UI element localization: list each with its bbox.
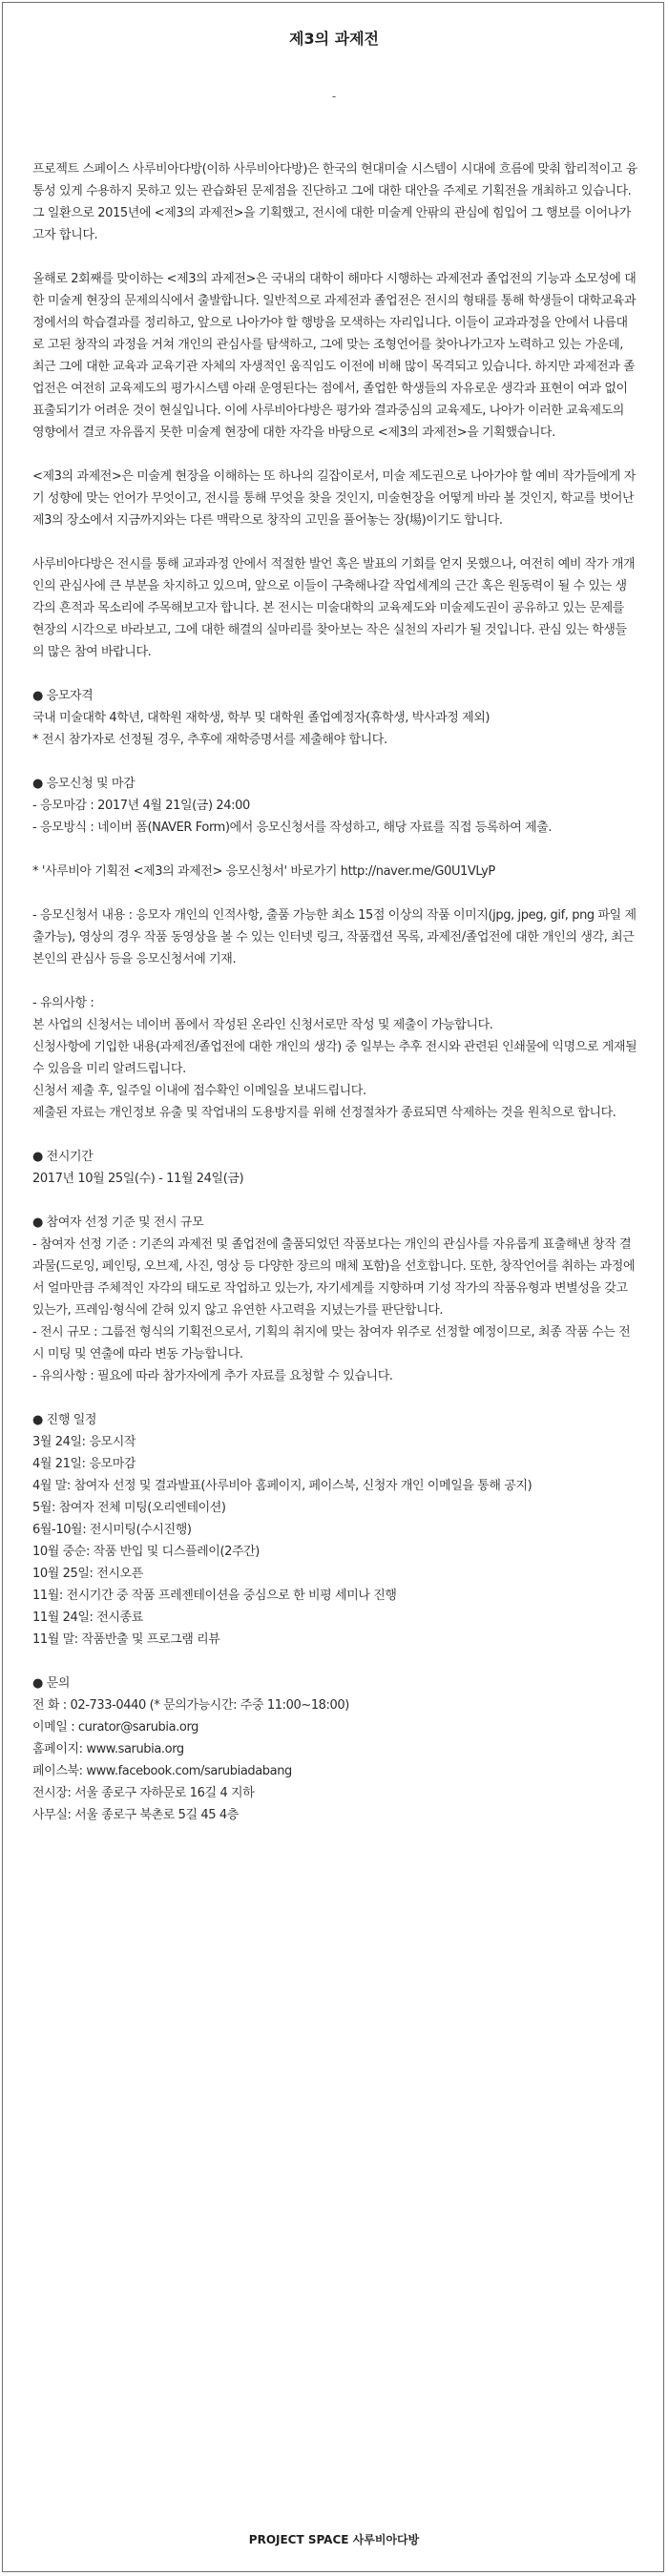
section-contact bbox=[32, 1672, 637, 1826]
section-eligibility bbox=[32, 685, 637, 751]
title-dash: - bbox=[331, 90, 337, 103]
application-form-link[interactable]: * '사루비아 기획전 <제3의 과제전> 응모신청서' 바로가기 http://naver.me/G0U1VLyP bbox=[32, 864, 495, 879]
section-line: - 유의사항 : bbox=[32, 996, 94, 1010]
schedule-item: 6월-10월: 전시미팅(수시진행) bbox=[32, 1523, 192, 1537]
section-schedule bbox=[32, 1409, 637, 1651]
section-line: - 응모방식 : 네이버 폼(NAVER Form)에서 응모신청서를 작성하고, 해당 자료를 직접 등록하여 제출. bbox=[32, 821, 553, 835]
section-selection-criteria bbox=[32, 1212, 637, 1387]
contact-phone: 전 화 : 02-733-0440 (* 문의가능시간: 주중 11:00~18:00) bbox=[32, 1698, 349, 1713]
intro-paragraph: 사루비아다방은 전시를 통해 교과과정 안에서 적절한 발언 혹은 발표의 기회를 얻지 못했으나, 여전히 예비 작가 개개인의 관심사에 큰 부분을 차지하고 있으며, 앞으로 이들이 구축해나갈 작업세계의 근간 혹은 원동력이 될 수 있는 생각의 흔적과 목소리에 주목해보고자 합니다. 본 전시는 미술대학의 교육제도와 미술제도권이 공유하고 있는 문제를 현장의 시각으로 바라보고, 그에 대한 해결의 실마리를 찾아보는 작은 실천의 자리가 될 것입니다. 관심 있는 학생들의 많은 참여 바랍니다. bbox=[32, 557, 636, 659]
section-heading: ● 참여자 선정 기준 및 전시 규모 bbox=[32, 1215, 204, 1230]
section-heading: ● 진행 일정 bbox=[32, 1413, 97, 1427]
section-line: - 참여자 선정 기준 : 기존의 과제전 및 졸업전에 출품되었던 작품보다는 개인의 관심사를 자유롭게 표출해낸 창작 결과물(드로잉, 페인팅, 오브제, 사진, 영상 등 다양한 장르의 매체 포함)을 선호합니다. 또한, 창작언어를 취하는 과정에서 얼마만큼 주체적인 자각의 태도로 작업하고 있는가, 자기세계를 지향하며 기성 작가의 작품유형과 변별성을 갖고 있는가, 프레임·형식에 갇혀 있지 않고 유연한 사고력을 지녔는가를 판단합니다. bbox=[32, 1237, 636, 1318]
section-line: 신청서 제출 후, 일주일 이내에 접수확인 이메일을 보내드립니다. bbox=[32, 1084, 366, 1098]
schedule-item: 10월 중순: 작품 반입 및 디스플레이(2주간) bbox=[32, 1545, 260, 1559]
document-body bbox=[32, 158, 637, 1826]
section-line: - 전시 규모 : 그룹전 형식의 기획전으로서, 기획의 취지에 맞는 참여자 위주로 선정할 예정이므로, 최종 작품 수는 전시 미팅 및 연출에 따라 변동 가능합니다. bbox=[32, 1325, 631, 1361]
intro-paragraph: 올해로 2회째를 맞이하는 <제3의 과제전>은 국내의 대학이 해마다 시행하는 과제전과 졸업전의 기능과 소모성에 대한 미술계 현장의 문제의식에서 출발합니다. 일반적으로 과제전과 졸업전은 전시의 형태를 통해 학생들이 대학교육과정에서의 학습결과를 정리하고, 앞으로 나아가야 할 행방을 모색하는 자리입니다. 이들이 교과과정을 안에서 나름대로 고된 창작의 과정을 거쳐 개인의 관심사를 탐색하고, 그에 맞는 조형언어를 찾아나가고자 노력하고 있는 가운데, 최근 그에 대한 교육과 교육기관 자체의 자생적인 움직임도 이전에 비해 많이 목격되고 있습니다. 하지만 과제전과 졸업전은 여전히 교육제도의 평가시스템 아래 운영된다는 점에서, 졸업한 학생들의 자유로운 생각과 표현이 여과 없이 표출되기가 어려운 것이 현실입니다. 이에 사루비아다방은 평가와 결과중심의 교육제도, 나아가 이러한 교육제도의 영향에서 결코 자유롭지 못한 미술계 현장에 대한 자각을 바탕으로 <제3의 과제전>을 기획했습니다. bbox=[32, 272, 637, 440]
section-heading: ● 응모자격 bbox=[32, 689, 94, 703]
contact-exhibition-address: 전시장: 서울 종로구 자하문로 16길 4 지하 bbox=[32, 1786, 255, 1800]
contact-office-address: 사무실: 서울 종로구 북촌로 5길 45 4층 bbox=[32, 1808, 239, 1822]
intro-paragraph: 프로젝트 스페이스 사루비아다방(이하 사루비아다방)은 한국의 현대미술 시스템이 시대에 흐름에 맞춰 합리적이고 융통성 있게 수용하지 못하고 있는 관습화된 문제점을 진단하고 그에 대한 대안을 주제로 기획전을 개최하고 있습니다. 그 일환으로 2015년에 <제3의 과제전>을 기획했고, 전시에 대한 미술계 안팎의 관심에 힘입어 그 행보를 이어나가고자 합니다. bbox=[32, 162, 637, 242]
section-line: - 유의사항 : 필요에 따라 참가자에게 추가 자료를 요청할 수 있습니다. bbox=[32, 1369, 393, 1383]
section-line: 2017년 10월 25일(수) - 11월 24일(금) bbox=[32, 1172, 244, 1186]
section-heading: ● 전시기간 bbox=[32, 1150, 94, 1164]
footer-brand: PROJECT SPACE 사루비아다방 bbox=[248, 2533, 420, 2546]
section-line: 제출된 자료는 개인정보 유출 및 작업내의 도용방지를 위해 선정절차가 종료되면 삭제하는 것을 원칙으로 합니다. bbox=[32, 1106, 616, 1120]
section-line: 신청사항에 기입한 내용(과제전/졸업전에 대한 개인의 생각) 중 일부는 추후 전시와 관련된 인쇄물에 익명으로 게재될 수 있음을 미리 알려드립니다. bbox=[32, 1040, 637, 1076]
section-line: 국내 미술대학 4학년, 대학원 재학생, 학부 및 대학원 졸업예정자(휴학생, 박사과정 제외) bbox=[32, 711, 491, 725]
intro-paragraph: <제3의 과제전>은 미술계 현장을 이해하는 또 하나의 길잡이로서, 미술 제도권으로 나아가야 할 예비 작가들에게 자기 성향에 맞는 언어가 무엇이고, 전시를 통해 무엇을 찾을 것인지, 미술현장을 어떻게 바라 볼 것인지, 학교를 벗어난 제3의 장소에서 지금까지와는 다른 맥락으로 창작의 고민을 풀어놓는 장(場)이기도 합니다. bbox=[32, 469, 636, 528]
section-line: 본 사업의 신청서는 네이버 폼에서 작성된 온라인 신청서로만 작성 및 제출이 가능합니다. bbox=[32, 1018, 493, 1032]
section-application bbox=[32, 773, 637, 1124]
schedule-item: 4월 말: 참여자 선정 및 결과발표(사루비아 홈페이지, 페이스북, 신청자 개인 이메일을 통해 공지) bbox=[32, 1479, 532, 1493]
section-heading: ● 응모신청 및 마감 bbox=[32, 777, 136, 791]
section-line: * 전시 참가자로 선정될 경우, 추후에 재학증명서를 제출해야 합니다. bbox=[32, 733, 387, 747]
contact-email[interactable]: 이메일 : curator@sarubia.org bbox=[32, 1720, 199, 1735]
section-heading: ● 문의 bbox=[32, 1676, 70, 1691]
schedule-item: 10월 25일: 전시오픈 bbox=[32, 1567, 143, 1581]
schedule-item: 11월 24일: 전시종료 bbox=[32, 1610, 143, 1625]
contact-homepage[interactable]: 홈페이지: www.sarubia.org bbox=[32, 1742, 184, 1756]
contact-facebook[interactable]: 페이스북: www.facebook.com/sarubiadabang bbox=[32, 1764, 292, 1778]
schedule-item: 4월 21일: 응모마감 bbox=[32, 1457, 136, 1471]
section-line: - 응모신청서 내용 : 응모자 개인의 인적사항, 출품 가능한 최소 15점 이상의 작품 이미지(jpg, jpeg, gif, png 파일 제출가능), 영상의 경우 작품 동영상을 볼 수 있는 인터넷 링크, 작품캡션 목록, 과제전/졸업전에 대한 개인의 생각, 최근 본인의 관심사 등을 응모신청서에 기재. bbox=[32, 908, 637, 966]
schedule-item: 5월: 참여자 전체 미팅(오리엔테이션) bbox=[32, 1501, 226, 1515]
schedule-item: 11월: 전시기간 중 작품 프레젠테이션을 중심으로 한 비평 세미나 진행 bbox=[32, 1589, 397, 1603]
section-line: - 응모마감 : 2017년 4월 21일(금) 24:00 bbox=[32, 799, 250, 813]
section-exhibition-period bbox=[32, 1146, 637, 1190]
schedule-item: 11월 말: 작품반출 및 프로그램 리뷰 bbox=[32, 1632, 220, 1647]
page-title: 제3의 과제전 bbox=[289, 30, 379, 48]
schedule-item: 3월 24일: 응모시작 bbox=[32, 1435, 136, 1449]
